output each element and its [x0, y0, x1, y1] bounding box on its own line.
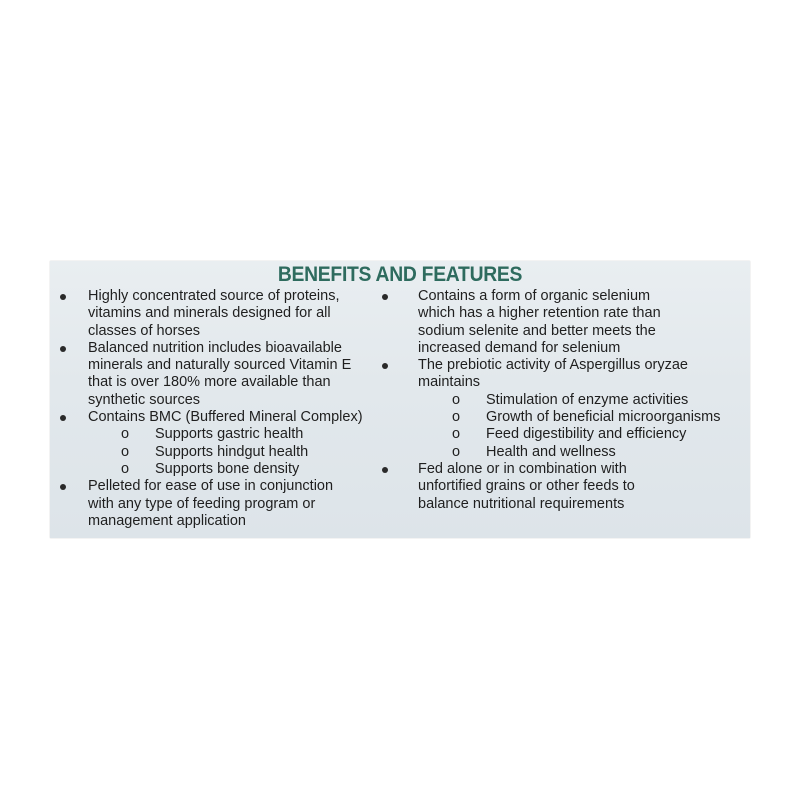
- list-item: [50, 478, 395, 530]
- sub-item-text: Supports bone density: [155, 460, 300, 477]
- sub-bullet-marker: o: [121, 443, 130, 460]
- list-item: [50, 340, 395, 409]
- sub-list-item: [376, 444, 756, 461]
- sub-list-item: [376, 392, 756, 409]
- sub-item-text: Supports gastric health: [155, 426, 304, 443]
- sub-bullet-marker: o: [121, 426, 130, 443]
- list-item: [376, 288, 756, 357]
- sub-item-text: Feed digestibility and efficiency: [486, 426, 687, 443]
- label-title: BENEFITS AND FEATURES: [277, 263, 523, 286]
- sub-list-item: [376, 409, 756, 426]
- sub-item-text: Health and wellness: [486, 443, 616, 460]
- sub-bullet-marker: o: [121, 460, 130, 477]
- bullet-icon: [60, 294, 66, 300]
- sub-item-text: Growth of beneficial microorganisms: [486, 409, 721, 426]
- sub-bullet-marker: o: [452, 391, 461, 408]
- item-text: Pelleted for ease of use in conjunction with any type of feeding program or management application: [88, 478, 334, 529]
- bullet-icon: [382, 294, 388, 300]
- bullet-icon: [382, 467, 388, 473]
- item-text: Contains BMC (Buffered Mineral Complex): [88, 409, 363, 426]
- product-label: [50, 261, 750, 538]
- right-column: [376, 288, 756, 513]
- sub-bullet-marker: o: [452, 409, 461, 426]
- item-text: Contains a form of organic selenium which has a higher retention rate than sodium selenite and better meets the increased demand for selenium: [418, 288, 661, 356]
- sub-bullet-marker: o: [452, 426, 461, 443]
- bullet-icon: [60, 346, 66, 352]
- list-item: [376, 461, 756, 513]
- sub-item-text: Stimulation of enzyme activities: [486, 391, 689, 408]
- item-text: Highly concentrated source of proteins, vitamins and minerals designed for all classes of horses: [88, 288, 340, 339]
- item-text: The prebiotic activity of Aspergillus oryzae maintains: [418, 357, 688, 391]
- sub-list-item: [50, 444, 395, 461]
- list-item: [376, 357, 756, 392]
- list-item: [50, 288, 395, 340]
- list-item: [50, 409, 395, 426]
- item-text: Fed alone or in combination with unfortified grains or other feeds to balance nutritional requirements: [418, 460, 635, 512]
- sub-bullet-marker: o: [452, 443, 461, 460]
- sub-list-item: [50, 426, 395, 443]
- item-text: Balanced nutrition includes bioavailable minerals and naturally sourced Vitamin E that is over 180% more available than synthetic sources: [88, 339, 352, 408]
- left-column: [50, 288, 395, 530]
- sub-item-text: Supports hindgut health: [155, 443, 309, 460]
- sub-list-item: [50, 461, 395, 478]
- sub-list-item: [376, 426, 756, 443]
